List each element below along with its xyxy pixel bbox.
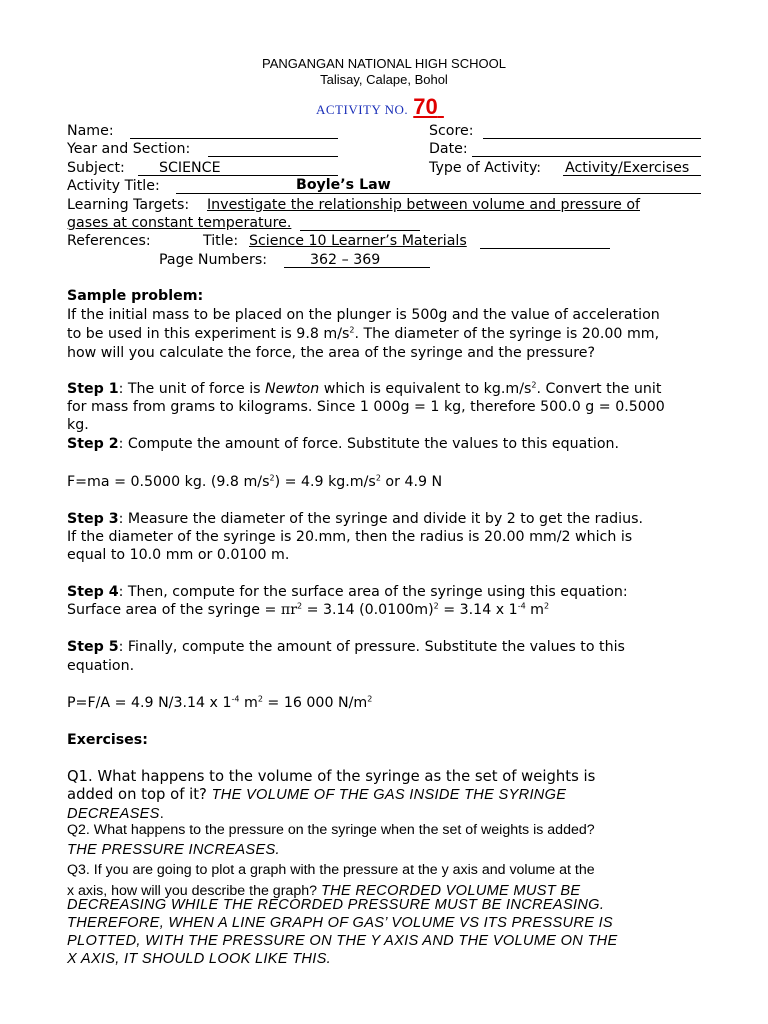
name-line [130,138,338,139]
step1-line2: for mass from grams to kilograms. Since 1 000g = 1 kg, therefore 500.0 g = 0.5000 [67,399,665,415]
activity-label: ACTIVITY NO. [316,102,409,117]
sample-heading: Sample problem: [67,288,204,304]
area-equation: Surface area of the syringe = $\pi r^2 = 3.14$ $(0.0100m)^2 = 3.14$ x $1^{-4}$ $m^2$ [67,601,550,618]
subject-label: Subject: [67,160,125,176]
step3-line2: If the diameter of the syringe is 20.mm, then the radius is 20.00 mm/2 which is [67,529,633,545]
subject-value: SCIENCE [159,160,221,176]
q2-answer: THE PRESSURE INCREASES. [67,842,280,858]
score-line [483,138,701,139]
q1-line3: DECREASES. [67,806,165,822]
sample-line3: how will you calculate the force, the area of the syringe and the pressure? [67,345,596,361]
ref-title-value: Science 10 Learner’s Materials [249,233,467,249]
title-label: Activity Title: [67,178,160,194]
q3-answer-line5: X AXIS, IT SHOULD LOOK LIKE THIS. [67,951,332,967]
title-value: Boyle’s Law [296,177,391,193]
q3-line1: Q3. If you are going to plot a graph with the pressure at the y axis and volume at the [67,862,595,878]
q3-answer-line2: DECREASING WHILE THE RECORDED PRESSURE MUST BE INCREASING. [67,897,605,913]
name-label: Name: [67,123,114,139]
targets-line2: gases at constant temperature. [67,215,292,231]
q2-line: Q2. What happens to the pressure on the syringe when the set of weights is added? [67,822,595,838]
q3-answer-line3: THEREFORE, WHEN A LINE GRAPH OF GAS’ VOLUME VS ITS PRESSURE IS [67,915,613,931]
activity-heading [316,94,444,120]
date-label: Date: [429,141,468,157]
page-numbers-label: Page Numbers: [159,252,268,268]
sample-line2: to be used in this experiment is 9.8 $m/s^2$. The diameter of the syringe is 20.00 mm, [67,325,660,342]
year-section-label: Year and Section: [67,141,191,157]
ref-title-line [480,248,610,249]
step5-label: Step 5 [67,639,119,655]
ref-title-label: Title: [203,233,239,249]
step1-line1: Step 1: The unit of force is Newton which is equivalent to $kg.m/s^2$. Convert the unit [67,380,662,397]
step2-line: Step 2: Compute the amount of force. Substitute the values to this equation. [67,436,620,452]
step2-label: Step 2 [67,436,119,452]
score-label: Score: [429,123,474,139]
date-line [472,156,701,157]
exercises-heading: Exercises: [67,732,148,748]
step1-label: Step 1 [67,381,119,397]
type-value: Activity/Exercises [565,160,690,176]
q1-answer: THE VOLUME OF THE GAS INSIDE THE SYRINGE [211,787,567,803]
step3-line3: equal to 10.0 mm or 0.0100 m. [67,547,290,563]
step3-label: Step 3 [67,511,119,527]
title-line [176,193,701,194]
activity-number: 70 [413,94,438,119]
step5-line2: equation. [67,658,135,674]
school-name: PANGANGAN NATIONAL HIGH SCHOOL [262,56,506,71]
targets-underline [300,230,420,231]
q3-answer: THE RECORDED VOLUME MUST BE [320,883,581,899]
step4-line1: Step 4: Then, compute for the surface area of the syringe using this equation: [67,584,628,600]
q3-line2: x axis, how will you describe the graph? THE RECORDED VOLUME MUST BE [67,883,581,899]
force-equation: F=ma = 0.5000 kg. (9.8 $m/s^2) = 4.9$ $kg.m/s^2$ or 4.9 N [67,473,443,490]
step1-line3: kg. [67,417,89,433]
year-section-line [208,156,338,157]
targets-line1: Investigate the relationship between volume and pressure of [207,197,640,213]
type-label: Type of Activity: [429,160,542,176]
page-numbers-value: 362 – 369 [310,252,381,268]
q1-line2: added on top of it? THE VOLUME OF THE GAS INSIDE THE SYRINGE [67,786,567,803]
step3-line1: Step 3: Measure the diameter of the syringe and divide it by 2 to get the radius. [67,511,643,527]
q3-answer-line4: PLOTTED, WITH THE PRESSURE ON THE Y AXIS AND THE VOLUME ON THE [67,933,618,949]
step4-label: Step 4 [67,584,119,600]
step5-line1: Step 5: Finally, compute the amount of pressure. Substitute the values to this [67,639,625,655]
targets-label: Learning Targets: [67,197,190,213]
school-address: Talisay, Calape, Bohol [320,72,448,87]
sample-line1: If the initial mass to be placed on the plunger is 500g and the value of acceleration [67,307,660,323]
references-label: References: [67,233,151,249]
pressure-equation: P=F/A = 4.9 N/3.14 x $1^{-4}$ $m^2 = 16$ 000 $N/m^2$ [67,694,373,711]
q1-line1: Q1. What happens to the volume of the syringe as the set of weights is [67,768,596,785]
